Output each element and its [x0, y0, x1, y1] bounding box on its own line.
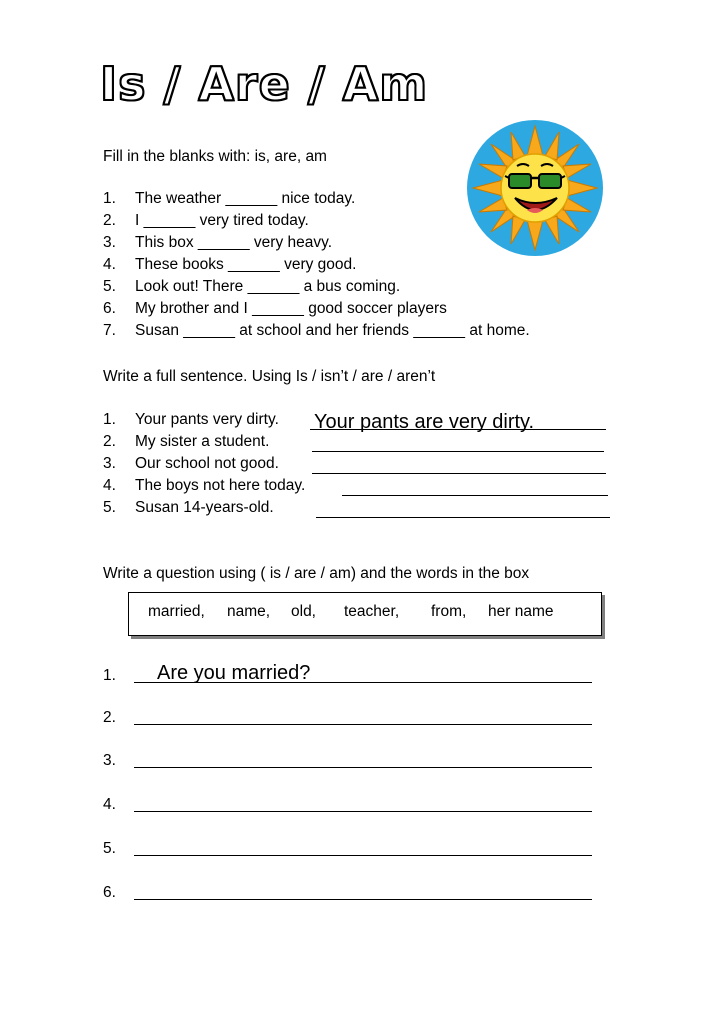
- answer-line[interactable]: [134, 767, 592, 768]
- answer-line[interactable]: [134, 724, 592, 725]
- answer-line[interactable]: [134, 855, 592, 856]
- sun-with-sunglasses-icon: [465, 118, 605, 258]
- answer-line[interactable]: [342, 495, 608, 496]
- answer-line[interactable]: [316, 517, 610, 518]
- answer-line[interactable]: [312, 473, 606, 474]
- section1-instruction: Fill in the blanks with: is, are, am: [103, 148, 327, 165]
- word-box: [128, 592, 602, 636]
- box-word: name,: [227, 603, 271, 620]
- answer-line[interactable]: [134, 811, 592, 812]
- handwritten-answer: Are you married?: [157, 662, 311, 684]
- answer-line[interactable]: [134, 899, 592, 900]
- worksheet-title: Is / Are / Am: [100, 57, 429, 111]
- box-word: old,: [291, 603, 316, 620]
- box-word: from,: [431, 603, 467, 620]
- answer-line[interactable]: [312, 451, 604, 452]
- box-word: married,: [148, 603, 205, 620]
- box-word: her name: [488, 603, 554, 620]
- box-word: teacher,: [344, 603, 400, 620]
- section2-instruction: Write a full sentence. Using Is / isn’t / are / aren’t: [103, 368, 436, 385]
- section3-instruction: Write a question using ( is / are / am) and the words in the box: [103, 565, 530, 582]
- handwritten-answer: Your pants are very dirty.: [314, 411, 535, 433]
